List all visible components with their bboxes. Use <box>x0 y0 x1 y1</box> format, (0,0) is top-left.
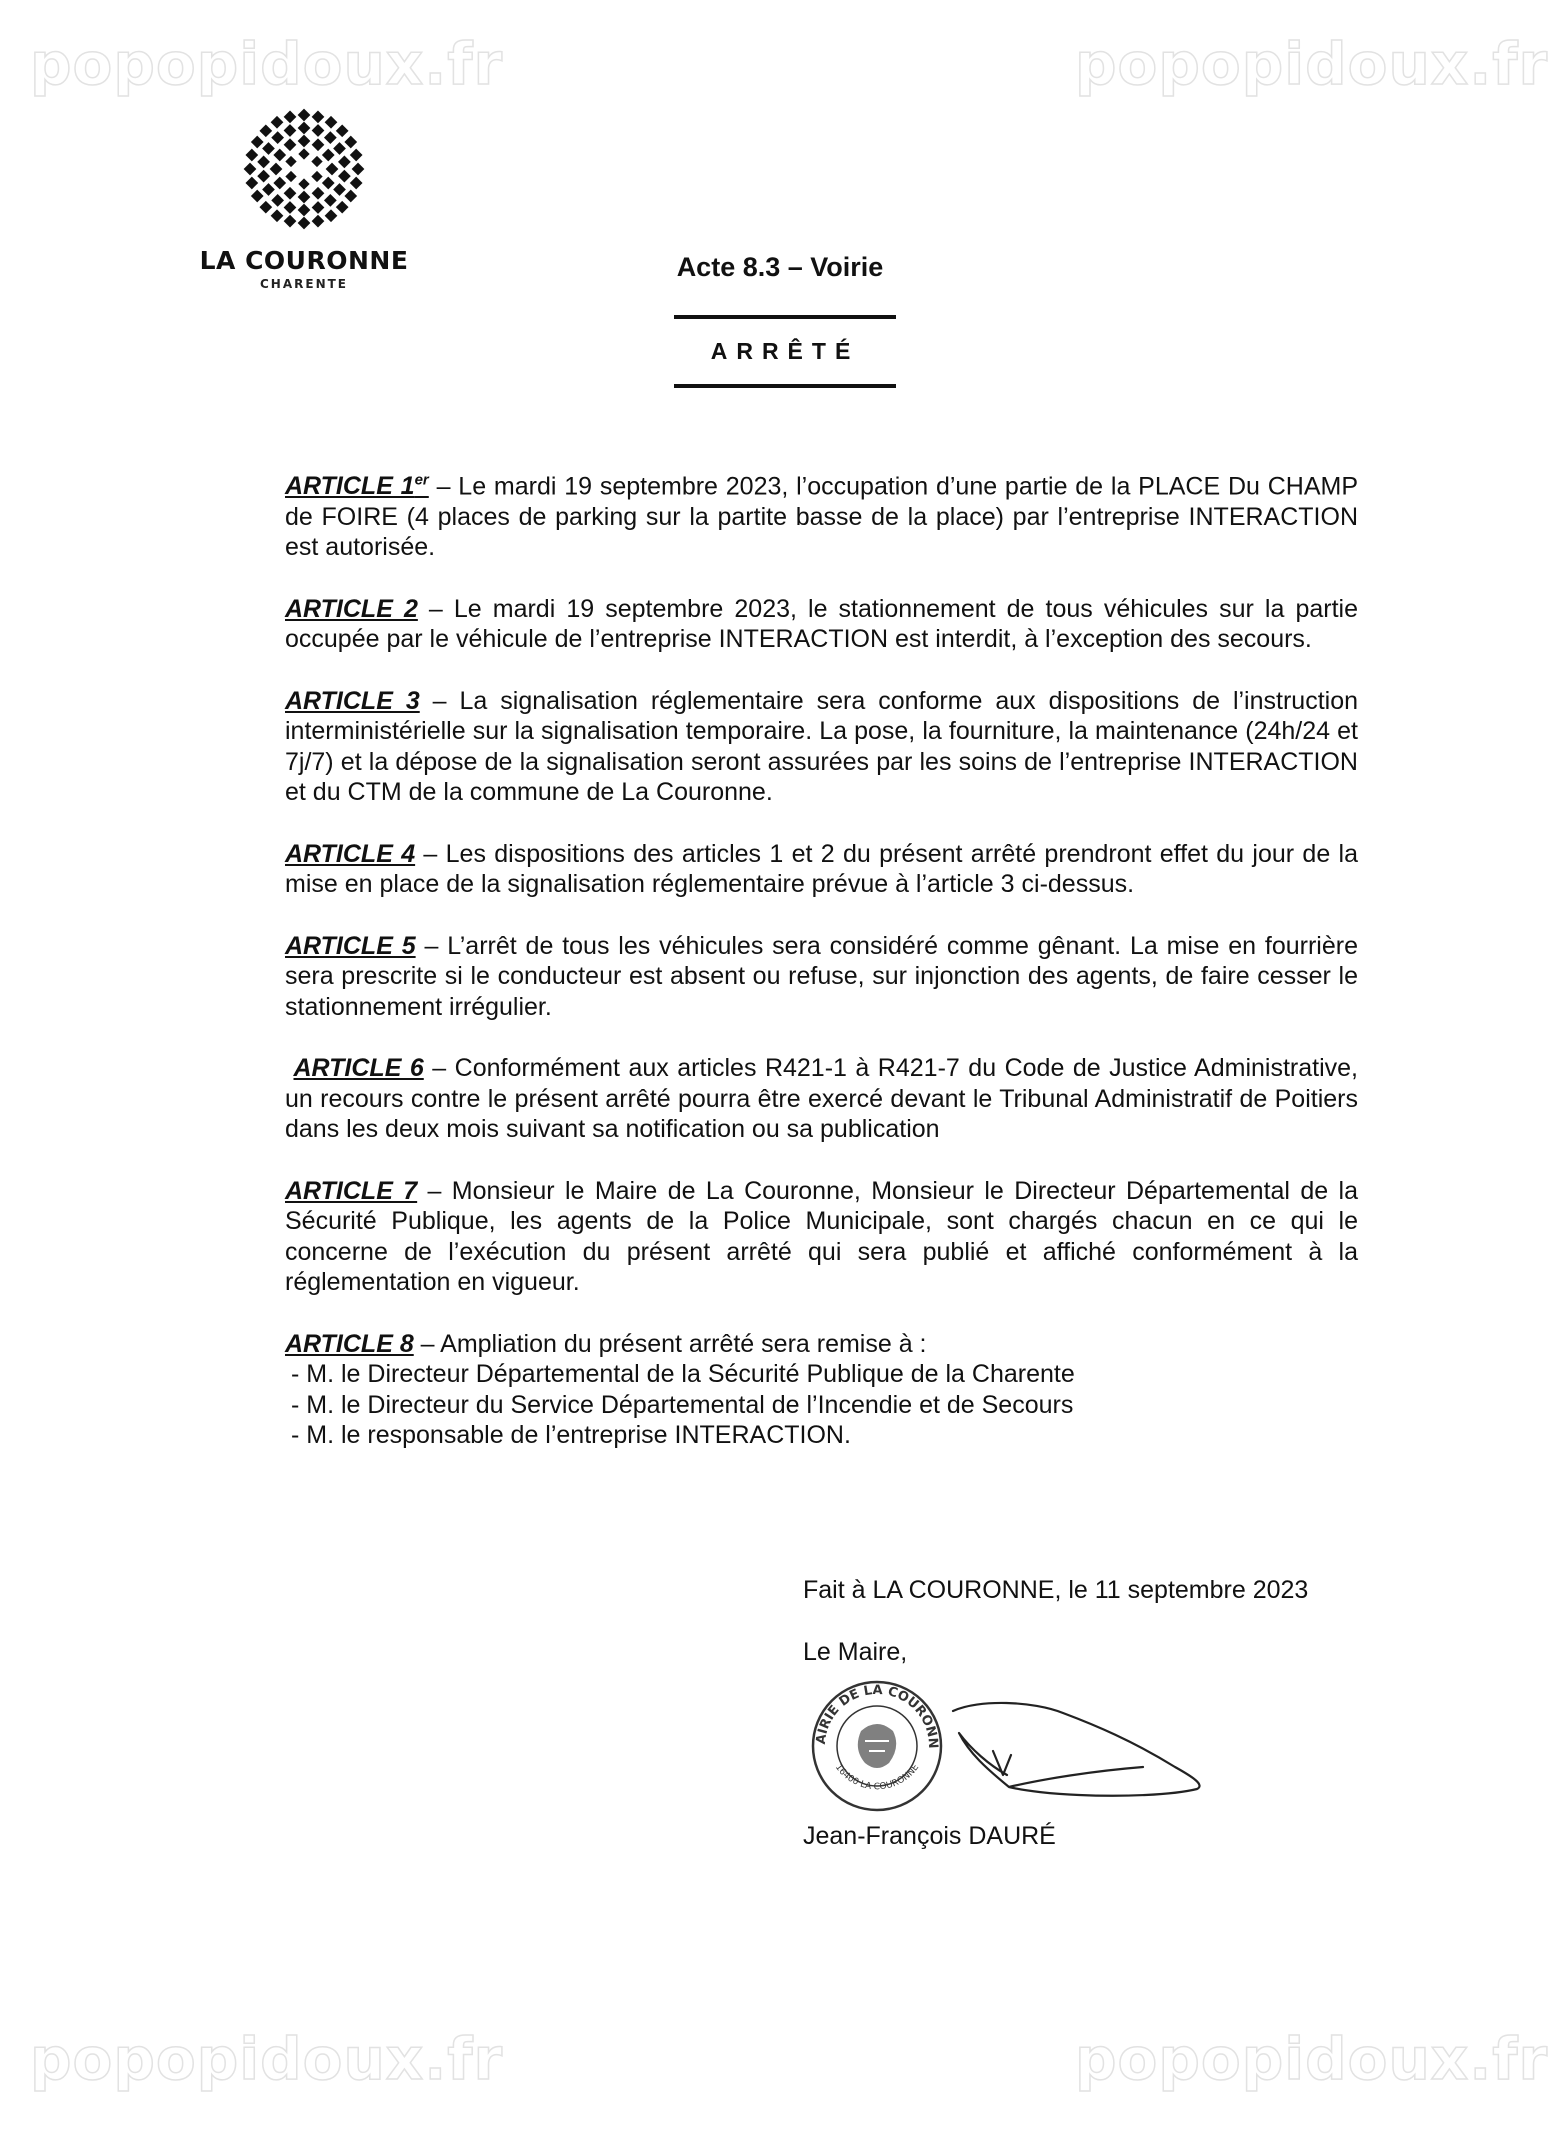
logo-square <box>312 215 325 228</box>
logo-square <box>298 148 309 159</box>
title-rule-bottom <box>674 384 896 388</box>
logo-square <box>271 131 284 144</box>
article-text: – La signalisation réglementaire sera conforme aux dispositions de l’instruction interministérielle sur la signalisation temporaire. La pose, la fourniture, la maintenance (24h/24 et 7j/7) et la dépose de la signalisation seront assurées par les soins de l’entreprise INTERACTION et du CTM de la commune de La Couronne. <box>285 686 1358 807</box>
watermark-top-right: popopidoux.fr <box>1075 30 1548 98</box>
logo-square <box>284 124 297 137</box>
logo-square <box>273 177 286 190</box>
logo-square <box>338 156 351 169</box>
logo-name: LA COURONNE <box>199 246 409 275</box>
signature-date-line: Fait à LA COURONNE, le 11 septembre 2023 <box>803 1576 1309 1604</box>
article-text: – L’arrêt de tous les véhicules sera considéré comme gênant. La mise en fourrière sera prescrite si le conducteur est absent ou refuse, sur injonction des agents, de faire cesser le stationnement irrégulier. <box>285 931 1358 1021</box>
watermark-bottom-left: popopidoux.fr <box>30 2025 504 2093</box>
article-5 <box>285 931 1358 1023</box>
mairie-seal-icon <box>803 1671 941 1810</box>
logo-square <box>333 142 346 155</box>
logo-square <box>324 194 337 207</box>
logo-square <box>284 138 297 151</box>
watermark-top-left: popopidoux.fr <box>30 30 504 98</box>
logo-square <box>245 177 258 190</box>
logo-square <box>298 135 311 148</box>
article-text: – Le mardi 19 septembre 2023, le stationnement de tous véhicules sur la partie occupée par le véhicule de l’entreprise INTERACTION est interdit, à l’exception des secours. <box>285 594 1358 654</box>
logo-square <box>251 190 264 203</box>
la-couronne-logo <box>176 108 432 291</box>
logo-square <box>350 149 363 162</box>
logo-square <box>352 163 365 176</box>
logo-square <box>271 116 284 129</box>
logo-square <box>325 116 338 129</box>
list-item: - M. le Directeur du Service Départemental de l’Incendie et de Secours <box>291 1390 1074 1419</box>
logo-square <box>271 209 284 222</box>
article-label: ARTICLE 7 <box>285 1176 418 1205</box>
signature-title: Le Maire, <box>803 1637 908 1666</box>
article-text: – Monsieur le Maire de La Couronne, Monsieur le Directeur Départemental de la Sécurité Publique, les agents de la Police Municipale, sont chargés chacun en ce qui le concerne de l’exécution du présent arrêté qui sera publié et affiché conformément à la réglementation en vigueur. <box>285 1176 1358 1297</box>
article-text: – Les dispositions des articles 1 et 2 du présent arrêté prendront effet du jour de la mise en place de la signalisation réglementaire prévue à l’article 3 ci-dessus. <box>285 839 1358 899</box>
logo-square <box>311 171 322 182</box>
logo-square <box>298 204 311 217</box>
logo-square <box>257 156 270 169</box>
logo-square <box>271 194 284 207</box>
seal-and-signature <box>803 1671 1213 1821</box>
logo-square <box>322 149 335 162</box>
logo-square <box>259 124 272 137</box>
logo-square <box>336 201 349 214</box>
logo-square <box>298 191 311 204</box>
article-6 <box>285 1053 1358 1145</box>
logo-square <box>326 163 339 176</box>
logo-square <box>333 183 346 196</box>
logo-square <box>285 156 296 167</box>
article-label: ARTICLE 3 <box>285 686 420 715</box>
article-4 <box>285 839 1358 900</box>
logo-square <box>312 187 325 200</box>
mayor-name: Jean-François DAURÉ <box>803 1822 1056 1850</box>
article-label: ARTICLE 4 <box>285 839 416 868</box>
recipients-list <box>285 1359 1358 1451</box>
article-label: ARTICLE 6 <box>293 1054 424 1083</box>
article-label: ARTICLE 5 <box>285 931 416 960</box>
logo-square <box>312 124 325 137</box>
logo-square <box>284 201 297 214</box>
logo-square <box>273 149 286 162</box>
logo-square <box>324 131 337 144</box>
logo-square <box>285 171 296 182</box>
logo-square <box>311 156 322 167</box>
logo-square <box>262 183 275 196</box>
article-1 <box>285 466 1358 563</box>
title-rule-top <box>674 315 896 319</box>
logo-square <box>284 215 297 228</box>
logo-square <box>312 201 325 214</box>
logo-square <box>312 138 325 151</box>
logo-square <box>262 142 275 155</box>
list-item: - M. le Directeur Départemental de la Sécurité Publique de la Charente <box>291 1360 1075 1389</box>
signature-graphics <box>803 1671 1213 1821</box>
logo-square <box>270 163 283 176</box>
logo-subtitle: CHARENTE <box>260 277 348 291</box>
articles-section <box>285 466 1358 1482</box>
article-text: – Le mardi 19 septembre 2023, l’occupation d’une partie de la PLACE Du CHAMP de FOIRE (4 places de parking sur la partite basse de la place) par l’entreprise INTERACTION est autorisée. <box>285 472 1358 562</box>
logo-square <box>284 187 297 200</box>
document-title: ARRÊTÉ <box>710 338 860 364</box>
logo-square <box>298 122 311 135</box>
logo-square <box>322 177 335 190</box>
logo-square <box>259 201 272 214</box>
logo-square <box>344 190 357 203</box>
article-text: – Conformément aux articles R421-1 à R421-7 du Code de Justice Administrative, un recours contre le présent arrêté pourra être exercé devant le Tribunal Administratif de Poitiers dans les deux mois suivant sa notification ou sa publication <box>285 1054 1358 1144</box>
signature-block <box>803 1575 1308 1852</box>
logo-square <box>350 177 363 190</box>
logo-square <box>244 163 257 176</box>
logo-square <box>338 170 351 183</box>
logo-square <box>336 124 349 137</box>
acte-reference: Acte 8.3 – Voirie <box>676 252 884 282</box>
article-text: – Ampliation du présent arrêté sera remise à : <box>413 1329 927 1358</box>
article-label: ARTICLE 2 <box>285 594 418 623</box>
article-7 <box>285 1176 1358 1298</box>
article-label: ARTICLE 1er <box>285 472 429 501</box>
seal-code: 16400 LA COURONNE <box>832 1762 922 1793</box>
logo-square <box>325 209 338 222</box>
logo-square <box>298 109 311 122</box>
article-3 <box>285 686 1358 808</box>
article-2 <box>285 594 1358 655</box>
logo-mark-icon <box>243 108 365 230</box>
logo-square <box>312 110 325 123</box>
logo-square <box>298 178 309 189</box>
logo-square <box>245 149 258 162</box>
logo-square <box>284 110 297 123</box>
article-label: ARTICLE 8 <box>285 1329 414 1358</box>
list-item: - M. le responsable de l’entreprise INTERACTION. <box>291 1421 851 1450</box>
logo-square <box>298 217 311 230</box>
watermark-bottom-right: popopidoux.fr <box>1075 2025 1548 2093</box>
logo-square <box>344 136 357 149</box>
seal-text: AIRIE DE LA COURONN <box>813 1682 941 1749</box>
article-8 <box>285 1329 1358 1451</box>
logo-square <box>257 170 270 183</box>
mayor-signature-icon <box>953 1703 1200 1796</box>
logo-square <box>251 136 264 149</box>
